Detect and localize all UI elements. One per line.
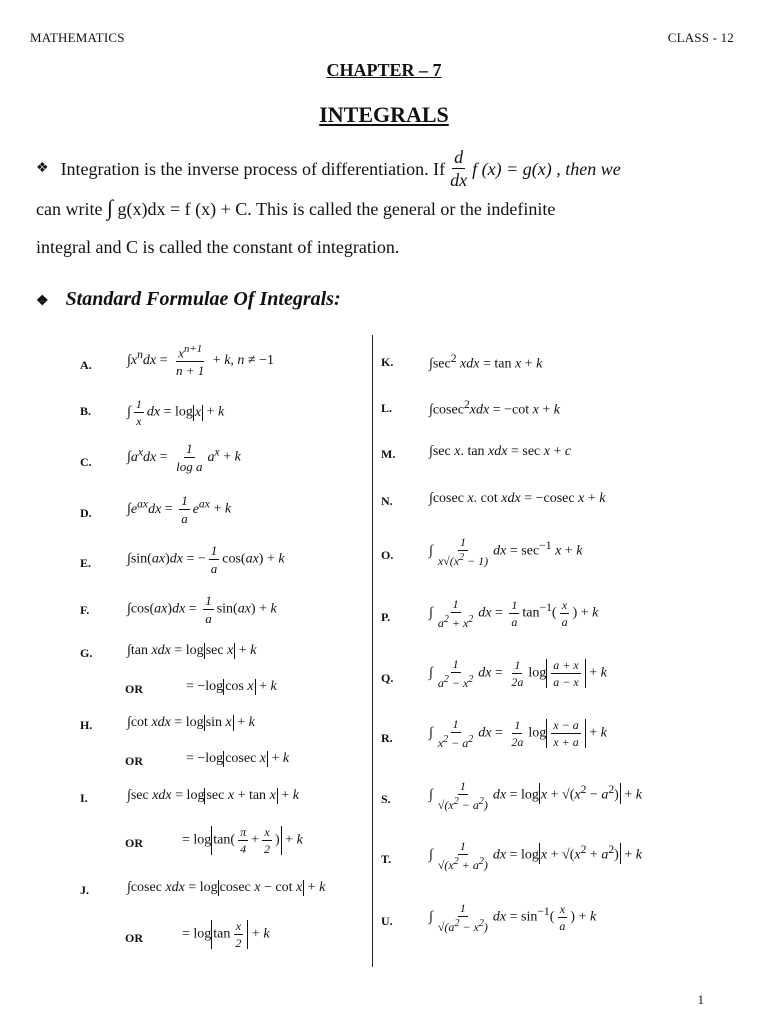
chapter-heading: CHAPTER – 7: [326, 60, 442, 80]
formula-label-e: E.: [80, 556, 92, 570]
formula-label-q: Q.: [381, 671, 394, 685]
formula-label-t: T.: [381, 852, 392, 866]
formula-label-m: M.: [381, 447, 396, 461]
formula-l: ∫cosec$^2$xdx = −cot x + k: [429, 398, 560, 418]
formula-i-alt: = log tan( $\frac{\pi}{4}$ + $\frac{x}{2}$ ) + k: [182, 825, 303, 856]
section-heading: ❖ Standard Formulae Of Integrals:: [36, 288, 341, 310]
intro-line1-a: Integration is the inverse process of differentiation. If: [60, 158, 446, 179]
formula-label-d: D.: [80, 506, 92, 520]
formula-label-s: S.: [381, 792, 391, 806]
or-label: OR: [125, 836, 143, 850]
formula-u: ∫ $\frac{1}{√(a^2 - x^2)}$ dx = $\sin^{-1}$( $\frac{x}{a}$ ) + k: [429, 901, 597, 934]
formula-e: ∫sin(ax)dx = − $\frac{1}{a}$ cos(ax) + k: [127, 543, 285, 576]
formula-label-a: A.: [80, 358, 92, 372]
formula-c: $\int a^xdx$ = $\frac{1}{\text{log a}}$ $a^x + k$: [127, 441, 241, 474]
formula-o: ∫ $\frac{1}{x√(x^2 - 1)}$ dx = $\sec^{-1} x + k$: [429, 535, 583, 568]
derivative-fraction: $\frac{d}{dx}$: [450, 147, 468, 190]
formula-label-l: L.: [381, 401, 393, 415]
formula-m: ∫sec x. tan xdx = sec x + c: [429, 444, 572, 459]
intro-paragraph: [36, 148, 730, 266]
formula-t: ∫ $\frac{1}{√(x^2 + a^2)}$ dx = $\log x + √(x^2 + a^2) + k$: [429, 839, 642, 872]
formula-label-u: U.: [381, 914, 393, 928]
intro-line3: integral and C is called the constant of integration.: [36, 237, 400, 257]
formula-label-n: N.: [381, 494, 393, 508]
formula-n: ∫cosec x. cot xdx = −cosec x + k: [429, 491, 606, 506]
header-subject: MATHEMATICS: [30, 30, 125, 45]
bullet-icon: ❖: [36, 160, 49, 176]
page-number: 1: [697, 992, 704, 1007]
column-divider: [372, 335, 373, 967]
formula-s: ∫ $\frac{1}{√(x^2 - a^2)}$ dx = $\log x + √(x^2 - a^2) + k$: [429, 779, 642, 812]
formula-j: ∫cosec xdx = log cosec x − cot x + k: [127, 880, 326, 895]
formula-p: ∫ $\frac{1}{a^2 + x^2}$ dx = $\frac{1}{a}$ $\tan^{-1}$( $\frac{x}{a}$ ) + k: [429, 597, 599, 630]
formula-h-alt: = −log cosec x + k: [186, 751, 290, 766]
formula-label-j: J.: [80, 883, 89, 897]
formula-label-f: F.: [80, 603, 90, 617]
formula-h: ∫cot xdx = log sin x + k: [127, 715, 255, 730]
formula-b: ∫ $\frac{1}{x}$ dx = log x + k: [127, 397, 225, 428]
page-title: INTEGRALS: [319, 102, 449, 127]
formula-label-k: K.: [381, 355, 394, 369]
or-label: OR: [125, 931, 143, 945]
formula-f: ∫cos(ax)dx = $\frac{1}{a}$ sin(ax) + k: [127, 593, 277, 626]
integral-sign: ∫: [106, 195, 113, 220]
formula-i: ∫sec xdx = log sec x + tan x + k: [127, 788, 299, 803]
formula-a: $\int x^ndx$ = $\frac{x^{n+1}}{n + 1}$ + k, n ≠ −1: [127, 343, 275, 379]
formula-label-g: G.: [80, 646, 93, 660]
header-class: CLASS - 12: [667, 30, 734, 45]
formula-label-b: B.: [80, 404, 92, 418]
formula-j-alt: = log tan $\frac{x}{2}$ + k: [182, 919, 270, 950]
bullet-icon: ❖: [36, 294, 49, 309]
formula-label-r: R.: [381, 731, 393, 745]
intro-line2-b: g(x)dx = f (x) + C. This is called the general or the indefinite: [117, 199, 556, 219]
formula-label-h: H.: [80, 718, 93, 732]
intro-line1-b: f (x) = g(x) , then we: [472, 158, 621, 179]
formula-label-o: O.: [381, 548, 394, 562]
or-label: OR: [125, 754, 143, 768]
intro-line2-a: can write: [36, 199, 103, 219]
formula-k: $\int\sec^2$ xdx = tan x + k: [429, 352, 543, 372]
formula-g-alt: = −log cos x + k: [186, 679, 277, 694]
formula-label-c: C.: [80, 455, 92, 469]
formula-label-p: P.: [381, 610, 391, 624]
formula-d: $\int e^{ax}dx$ = $\frac{1}{a}$ $e^{ax} + k$: [127, 493, 232, 526]
formula-r: ∫ $\frac{1}{x^2 - a^2}$ dx = $\frac{1}{2a}$ log $\frac{x - a}{x + a}$ + k: [429, 717, 607, 750]
or-label: OR: [125, 682, 143, 696]
formula-q: ∫ $\frac{1}{a^2 - x^2}$ dx = $\frac{1}{2a}$ log $\frac{a + x}{a - x}$ + k: [429, 657, 607, 690]
formula-label-i: I.: [80, 791, 88, 805]
formula-g: ∫tan xdx = log sec x + k: [127, 643, 257, 658]
